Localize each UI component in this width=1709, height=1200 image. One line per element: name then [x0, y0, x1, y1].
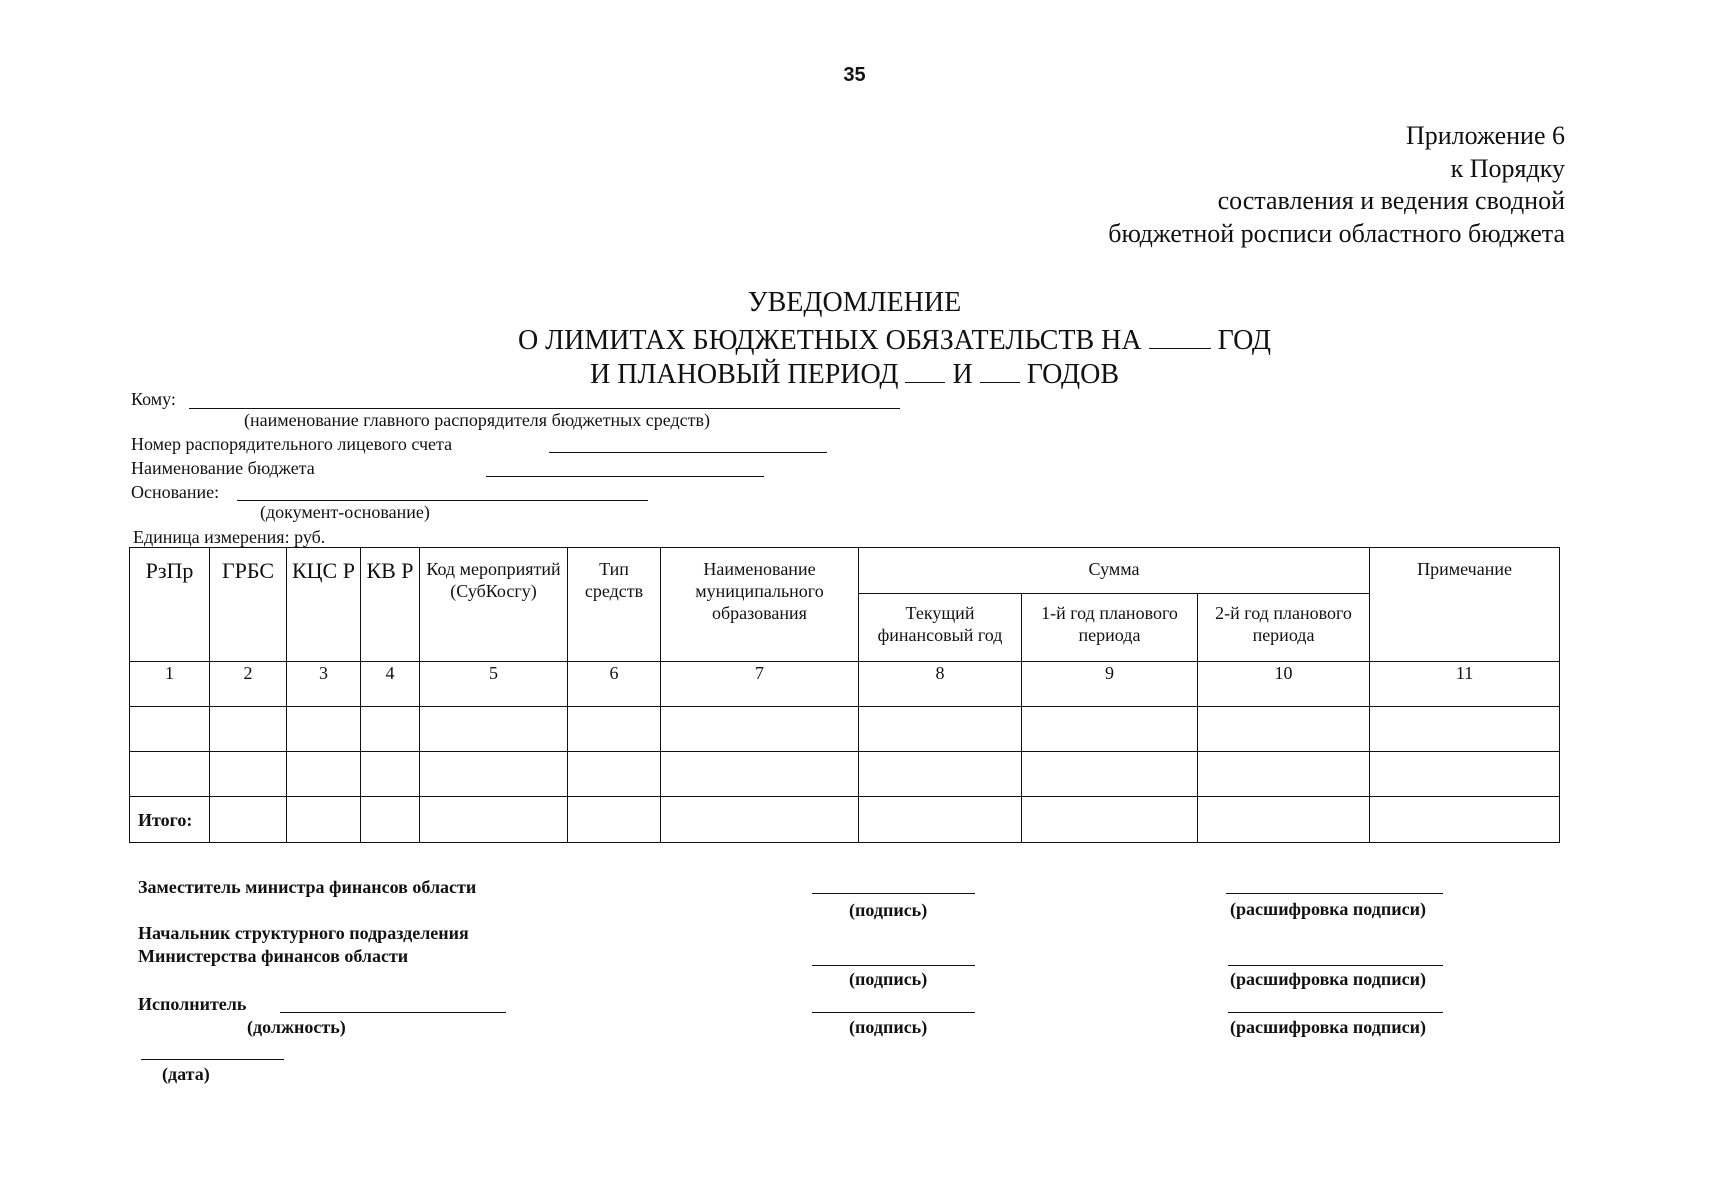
column-numbers-row	[130, 662, 1560, 707]
table-cell[interactable]	[1370, 752, 1560, 797]
column-number: 6	[568, 662, 661, 707]
to-field-line	[189, 408, 900, 409]
table-cell[interactable]	[1198, 707, 1370, 752]
document-subtitle-1	[40, 320, 1709, 358]
title-text-part: И ПЛАНОВЫЙ ПЕРИОД	[590, 359, 899, 390]
table-cell[interactable]	[130, 707, 210, 752]
column-number: 5	[420, 662, 568, 707]
signature-line	[812, 1012, 975, 1013]
total-label: Итого:	[130, 797, 210, 843]
table-cell[interactable]	[1370, 707, 1560, 752]
header-kod: Код мероприятий (СубКосгу)	[420, 548, 568, 662]
table-cell[interactable]	[361, 707, 420, 752]
table-cell[interactable]	[859, 707, 1022, 752]
title-text-part: ГОД	[1217, 325, 1272, 356]
year-blank	[1149, 320, 1211, 349]
header-plan-year-1: 1-й год планового периода	[1022, 594, 1198, 662]
decoding-caption: (расшифровка подписи)	[1230, 969, 1426, 989]
table-cell[interactable]	[361, 797, 420, 843]
total-row	[130, 797, 1560, 843]
header-kvr: КВ Р	[361, 548, 420, 662]
column-number: 9	[1022, 662, 1198, 707]
table-row	[130, 752, 1560, 797]
to-label: Кому:	[131, 389, 176, 409]
position-caption: (должность)	[247, 1017, 346, 1037]
column-number: 2	[210, 662, 287, 707]
table-cell[interactable]	[1198, 797, 1370, 843]
page-number: 35	[843, 64, 866, 86]
table-cell[interactable]	[210, 797, 287, 843]
table-cell[interactable]	[568, 797, 661, 843]
table-cell[interactable]	[1198, 752, 1370, 797]
header-tip: Тип средств	[568, 548, 661, 662]
column-number: 7	[661, 662, 859, 707]
header-summa: Сумма	[859, 548, 1370, 594]
header-current-year: Текущий финансовый год	[859, 594, 1022, 662]
head-of-unit-label-2: Министерства финансов области	[138, 946, 409, 966]
table-cell[interactable]	[287, 797, 361, 843]
table-cell[interactable]	[1022, 752, 1198, 797]
table-cell[interactable]	[568, 752, 661, 797]
executor-label: Исполнитель	[138, 994, 247, 1014]
to-caption: (наименование главного распорядителя бюджетных средств)	[244, 410, 710, 430]
decoding-line	[1226, 893, 1443, 894]
header-naim: Наименование муниципального образования	[661, 548, 859, 662]
head-of-unit-label-1: Начальник структурного подразделения	[138, 923, 469, 943]
date-line	[141, 1059, 284, 1060]
header-kcsr: КЦС Р	[287, 548, 361, 662]
signature-line	[812, 893, 975, 894]
signature-caption: (подпись)	[849, 900, 928, 920]
decoding-line	[1228, 1012, 1443, 1013]
document-subtitle-2	[0, 354, 1709, 392]
table-cell[interactable]	[420, 752, 568, 797]
table-cell[interactable]	[210, 707, 287, 752]
column-number: 11	[1370, 662, 1560, 707]
table-cell[interactable]	[661, 752, 859, 797]
limits-table	[129, 547, 1560, 843]
title-text-part: И	[952, 359, 973, 390]
table-cell[interactable]	[661, 797, 859, 843]
deputy-minister-label: Заместитель министра финансов области	[138, 877, 477, 897]
table-row	[130, 707, 1560, 752]
table-cell[interactable]	[210, 752, 287, 797]
column-number: 4	[361, 662, 420, 707]
table-cell[interactable]	[287, 752, 361, 797]
decoding-caption: (расшифровка подписи)	[1230, 1017, 1426, 1037]
appendix-reference	[1108, 120, 1565, 250]
basis-label: Основание:	[131, 482, 220, 502]
table-cell[interactable]	[361, 752, 420, 797]
table-cell[interactable]	[568, 707, 661, 752]
budget-field-line	[486, 476, 764, 477]
table-cell[interactable]	[1370, 797, 1560, 843]
column-number: 3	[287, 662, 361, 707]
position-line	[280, 1012, 506, 1013]
table-cell[interactable]	[661, 707, 859, 752]
budget-label: Наименование бюджета	[131, 458, 315, 478]
table-cell[interactable]	[859, 797, 1022, 843]
column-number: 10	[1198, 662, 1370, 707]
header-rzpr: РзПр	[130, 548, 210, 662]
signature-caption: (подпись)	[849, 1017, 928, 1037]
unit-label: Единица измерения: руб.	[133, 527, 326, 547]
basis-field-line	[237, 500, 648, 501]
table-cell[interactable]	[420, 797, 568, 843]
signature-line	[812, 965, 975, 966]
document-title: УВЕДОМЛЕНИЕ	[747, 287, 962, 318]
table-cell[interactable]	[1022, 707, 1198, 752]
title-text-part: ГОДОВ	[1026, 359, 1119, 390]
title-text-part: О ЛИМИТАХ БЮДЖЕТНЫХ ОБЯЗАТЕЛЬСТВ НА	[517, 325, 1142, 356]
appendix-line-3: составления и ведения сводной	[1217, 186, 1565, 215]
header-grbs: ГРБС	[210, 548, 287, 662]
header-plan-year-2: 2-й год планового периода	[1198, 594, 1370, 662]
account-label: Номер распорядительного лицевого счета	[131, 434, 453, 454]
basis-caption: (документ-основание)	[260, 502, 430, 522]
table-cell[interactable]	[130, 752, 210, 797]
table-cell[interactable]	[420, 707, 568, 752]
column-number: 8	[859, 662, 1022, 707]
decoding-caption: (расшифровка подписи)	[1230, 899, 1426, 919]
appendix-line-1: Приложение 6	[1405, 121, 1565, 150]
column-number: 1	[130, 662, 210, 707]
appendix-line-4: бюджетной росписи областного бюджета	[1108, 218, 1565, 248]
signature-caption: (подпись)	[849, 969, 928, 989]
table-cell[interactable]	[859, 752, 1022, 797]
year-blank	[905, 354, 945, 383]
header-note: Примечание	[1370, 548, 1560, 662]
appendix-line-2: к Порядку	[1450, 153, 1565, 183]
date-caption: (дата)	[162, 1064, 210, 1084]
account-field-line	[549, 452, 827, 453]
table-cell[interactable]	[1022, 797, 1198, 843]
year-blank	[980, 354, 1020, 383]
decoding-line	[1228, 965, 1443, 966]
table-cell[interactable]	[287, 707, 361, 752]
